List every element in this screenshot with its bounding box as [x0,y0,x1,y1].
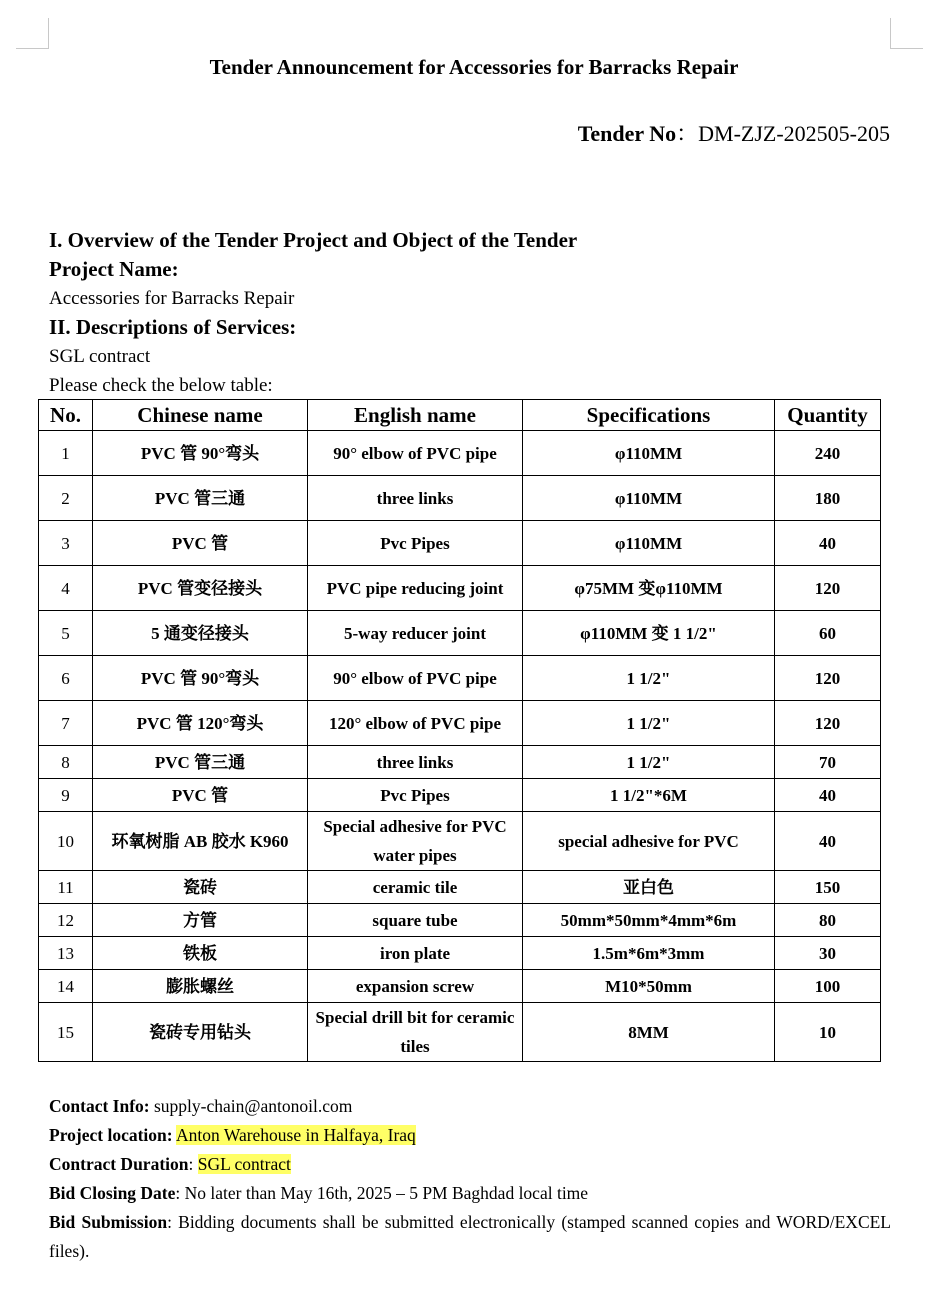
contact-email: supply-chain@antonoil.com [154,1096,353,1116]
cell-chinese-name: PVC 管 120°弯头 [93,701,308,746]
section-2-heading: II. Descriptions of Services: [49,315,297,339]
cell-chinese-name: PVC 管 [93,779,308,812]
cell-no: 4 [39,566,93,611]
table-row [39,812,881,871]
cell-chinese-name: 环氧树脂 AB 胶水 K960 [93,812,308,871]
cell-specification: M10*50mm [523,970,775,1003]
cell-chinese-name: 5 通变径接头 [93,611,308,656]
cell-quantity: 120 [775,566,881,611]
cell-specification: φ110MM [523,521,775,566]
table-row [39,970,881,1003]
cell-specification: 8MM [523,1003,775,1062]
items-table [38,399,881,1062]
cell-english-name: three links [308,476,523,521]
table-row [39,431,881,476]
contact-info-line [49,1092,891,1121]
header-specifications: Specifications [523,400,775,431]
cell-quantity: 70 [775,746,881,779]
cell-specification: 亚白色 [523,871,775,904]
table-row [39,611,881,656]
cell-specification: φ110MM [523,476,775,521]
cell-specification: 1 1/2" [523,656,775,701]
cell-specification: φ75MM 变φ110MM [523,566,775,611]
cell-english-name: iron plate [308,937,523,970]
cell-chinese-name: 铁板 [93,937,308,970]
header-no: No. [39,400,93,431]
table-intro: Please check the below table: [49,375,273,396]
contact-info-label: Contact Info: [49,1096,150,1116]
cell-no: 2 [39,476,93,521]
table-row [39,937,881,970]
bid-details [49,1092,891,1266]
tender-number-label: Tender No [577,121,677,146]
cell-english-name: Special adhesive for PVC water pipes [308,812,523,871]
cell-specification: φ110MM 变 1 1/2" [523,611,775,656]
cell-chinese-name: PVC 管变径接头 [93,566,308,611]
cell-no: 6 [39,656,93,701]
contract-duration-value: SGL contract [197,1154,291,1174]
page-corner-mark-top-right [890,18,923,49]
project-name-value: Accessories for Barracks Repair [49,288,295,309]
cell-english-name: 90° elbow of PVC pipe [308,656,523,701]
cell-english-name: 5-way reducer joint [308,611,523,656]
cell-chinese-name: PVC 管 [93,521,308,566]
cell-no: 3 [39,521,93,566]
cell-specification: 1 1/2" [523,746,775,779]
cell-no: 9 [39,779,93,812]
cell-quantity: 40 [775,812,881,871]
cell-specification: 1.5m*6m*3mm [523,937,775,970]
cell-quantity: 40 [775,779,881,812]
cell-no: 15 [39,1003,93,1062]
table-row [39,746,881,779]
project-location-line [49,1121,891,1150]
cell-quantity: 60 [775,611,881,656]
cell-english-name: Special drill bit for ceramic tiles [308,1003,523,1062]
cell-specification: 1 1/2" [523,701,775,746]
cell-chinese-name: 膨胀螺丝 [93,970,308,1003]
cell-chinese-name: PVC 管三通 [93,476,308,521]
tender-number-separator: ： [676,121,699,146]
cell-english-name: Pvc Pipes [308,779,523,812]
table-row [39,566,881,611]
cell-specification: special adhesive for PVC [523,812,775,871]
cell-english-name: three links [308,746,523,779]
cell-no: 11 [39,871,93,904]
project-location-value: Anton Warehouse in Halfaya, Iraq [176,1125,416,1145]
cell-quantity: 120 [775,656,881,701]
service-type: SGL contract [49,346,151,367]
page-corner-mark-top-left [16,18,49,49]
cell-quantity: 40 [775,521,881,566]
overview-section [49,226,577,400]
bid-closing-line: Bid Closing Date: No later than May 16th, 2025 – 5 PM Baghdad local time [49,1183,589,1203]
cell-specification: φ110MM [523,431,775,476]
table-row [39,779,881,812]
cell-quantity: 80 [775,904,881,937]
bid-submission-value: Bidding documents shall be submitted electronically (stamped scanned copies and WORD/EXCEL files). [49,1212,891,1261]
table-row [39,1003,881,1062]
cell-no: 7 [39,701,93,746]
cell-quantity: 150 [775,871,881,904]
table-row [39,476,881,521]
cell-quantity: 30 [775,937,881,970]
table-row [39,656,881,701]
cell-english-name: Pvc Pipes [308,521,523,566]
cell-chinese-name: 方管 [93,904,308,937]
cell-chinese-name: PVC 管 90°弯头 [93,431,308,476]
table-row [39,904,881,937]
contract-duration-line: Contract Duration: SGL contract [49,1154,291,1174]
cell-quantity: 100 [775,970,881,1003]
bid-submission-line: Bid Submission: Bidding documents shall be submitted electronically (stamped scanned copies and WORD/EXCEL files). [49,1212,891,1261]
cell-english-name: PVC pipe reducing joint [308,566,523,611]
header-chinese-name: Chinese name [93,400,308,431]
cell-quantity: 240 [775,431,881,476]
header-quantity: Quantity [775,400,881,431]
cell-specification: 50mm*50mm*4mm*6m [523,904,775,937]
project-name-label: Project Name: [49,257,179,281]
cell-english-name: square tube [308,904,523,937]
bid-submission-label: Bid Submission [49,1212,168,1232]
cell-english-name: ceramic tile [308,871,523,904]
section-1-heading: I. Overview of the Tender Project and Object of the Tender [49,228,578,252]
header-english-name: English name [308,400,523,431]
cell-quantity: 120 [775,701,881,746]
contract-duration-label: Contract Duration [49,1154,189,1174]
tender-number-value: DM-ZJZ-202505-205 [698,121,890,146]
cell-no: 5 [39,611,93,656]
cell-english-name: 90° elbow of PVC pipe [308,431,523,476]
cell-chinese-name: 瓷砖专用钻头 [93,1003,308,1062]
table-header-row [39,400,881,431]
cell-english-name: expansion screw [308,970,523,1003]
cell-no: 10 [39,812,93,871]
cell-specification: 1 1/2"*6M [523,779,775,812]
cell-chinese-name: PVC 管三通 [93,746,308,779]
cell-chinese-name: PVC 管 90°弯头 [93,656,308,701]
document-title: Tender Announcement for Accessories for Barracks Repair [209,55,739,79]
table-row [39,871,881,904]
table-row [39,701,881,746]
cell-no: 1 [39,431,93,476]
cell-no: 8 [39,746,93,779]
cell-quantity: 180 [775,476,881,521]
bid-closing-label: Bid Closing Date [49,1183,176,1203]
cell-no: 14 [39,970,93,1003]
cell-no: 13 [39,937,93,970]
tender-number [578,117,890,148]
table-row [39,521,881,566]
cell-quantity: 10 [775,1003,881,1062]
cell-chinese-name: 瓷砖 [93,871,308,904]
cell-no: 12 [39,904,93,937]
cell-english-name: 120° elbow of PVC pipe [308,701,523,746]
project-location-label: Project location: [49,1125,173,1145]
bid-closing-value: No later than May 16th, 2025 – 5 PM Baghdad local time [184,1183,589,1203]
